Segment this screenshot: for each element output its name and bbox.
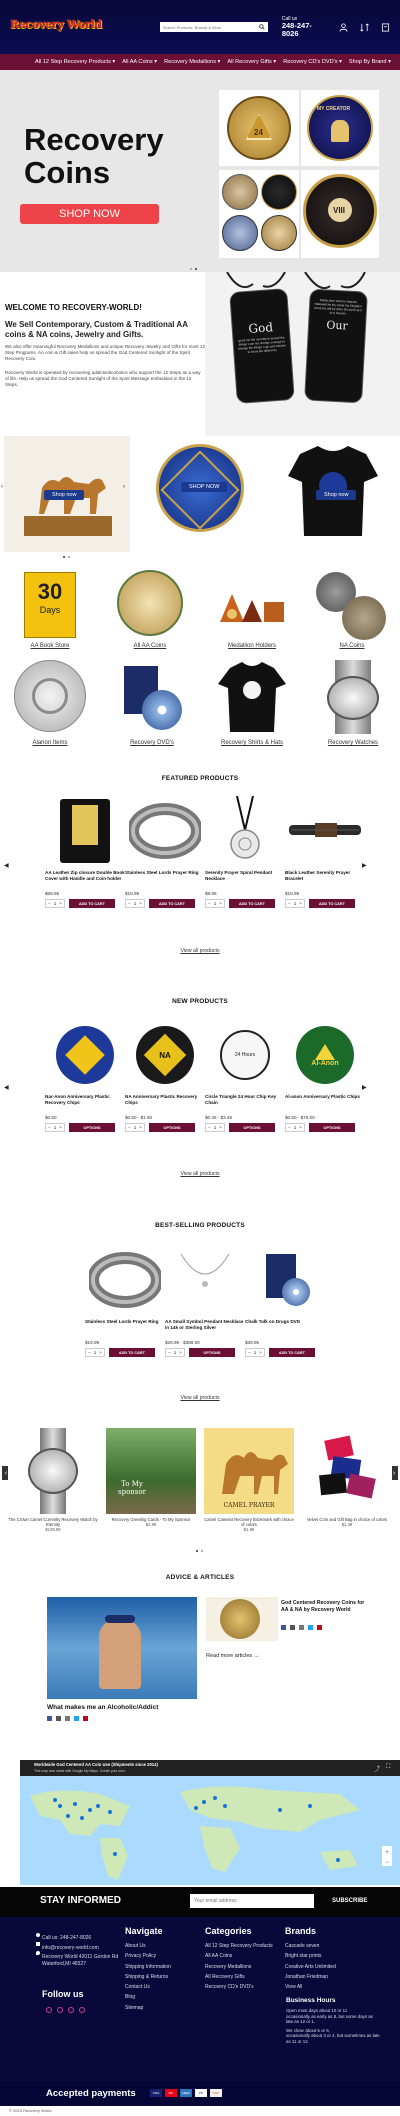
best-selling-view-all-link[interactable]: View all products: [180, 1395, 220, 1401]
category-label: AA Book Store: [30, 643, 70, 649]
article-image-coin[interactable]: [206, 1597, 278, 1641]
quantity-stepper[interactable]: − 1 +: [205, 899, 225, 908]
featured-products-title: FEATURED PRODUCTS: [161, 775, 239, 782]
youtube-icon[interactable]: [68, 2007, 74, 2013]
promo-camel-shop-now[interactable]: Shop now: [44, 490, 84, 500]
product-price: $9.95: [205, 891, 217, 896]
payment-icons: [150, 2089, 222, 2097]
featured-next-arrow[interactable]: ▶: [362, 863, 367, 869]
carousel-next-arrow[interactable]: ›: [390, 1466, 398, 1480]
product-image[interactable]: [165, 1245, 245, 1315]
promo-next-arrow[interactable]: ›: [123, 484, 125, 490]
featured-view-all-link[interactable]: View all products: [180, 948, 220, 954]
new-next-arrow[interactable]: ▶: [362, 1085, 367, 1091]
promo-coin-shop-now[interactable]: SHOP NOW: [181, 482, 227, 492]
site-header: [0, 0, 400, 54]
product-card[interactable]: [45, 796, 125, 908]
product-name[interactable]: Stainless Steel Lords Prayer Ring: [85, 1319, 159, 1324]
brands-heading: Brands: [285, 1926, 317, 1936]
coin-label: VIII: [333, 206, 346, 215]
footer-category-link[interactable]: All AA Coins: [205, 1953, 233, 1960]
quantity-stepper[interactable]: − 1 +: [245, 1348, 265, 1357]
category-label: NA Coins: [339, 643, 365, 649]
quantity-stepper[interactable]: − 1 +: [85, 1348, 105, 1357]
footer-brands: [285, 1941, 336, 1992]
carousel-item-image[interactable]: [302, 1428, 392, 1514]
footer-brand-link[interactable]: Jonathan Friedman: [285, 1973, 329, 1980]
quantity-stepper[interactable]: − 1 +: [125, 899, 145, 908]
category-grid: [0, 560, 400, 760]
category-all-aa-coins[interactable]: [110, 570, 190, 654]
welcome-heading: WELCOME TO RECOVERY-WORLD!: [5, 303, 142, 312]
options-button[interactable]: OPTIONS: [309, 1123, 355, 1132]
carousel-item[interactable]: [106, 1428, 196, 1527]
product-price: $29.95 - $389.00: [165, 1340, 200, 1345]
add-to-cart-button[interactable]: ADD TO CART: [69, 899, 115, 908]
site-footer: [0, 1917, 400, 2082]
footer-contact: [42, 1933, 128, 1968]
coin-image-grid[interactable]: [219, 170, 299, 258]
paypal-icon: PP: [195, 2089, 207, 2097]
product-card[interactable]: [205, 1020, 285, 1132]
footer-contact-icons: [36, 1933, 40, 1955]
article-share-icons: [47, 1716, 88, 1721]
twitter-icon[interactable]: [79, 2007, 85, 2013]
promo-row: [0, 436, 400, 560]
compare-icon[interactable]: [359, 22, 369, 32]
product-card[interactable]: [285, 1020, 365, 1132]
welcome-paragraph-2: Recovery World is operated by recovering addicts/alcoholics who support the 12 Steps as a way of life. Help us spread the God Centered Sunlight of the Spirit Message embedded in the 12 Steps.: [5, 370, 201, 387]
product-name[interactable]: Stainless Steel Lords Prayer Ring: [125, 870, 199, 875]
product-name[interactable]: Black Leather Serenity Prayer Bracelet: [285, 870, 351, 881]
footer-link-contact[interactable]: Contact Us: [125, 1984, 150, 1991]
amex-icon: AMEX: [181, 2091, 191, 2095]
footer-link-sitemap[interactable]: Sitemap: [125, 2004, 144, 2011]
carousel-item-price: $2.99: [145, 1522, 157, 1527]
facebook-icon[interactable]: [281, 1625, 286, 1630]
add-to-cart-button[interactable]: ADD TO CART: [229, 899, 275, 908]
hero-shop-now-button[interactable]: SHOP NOW: [20, 204, 159, 224]
add-to-cart-button[interactable]: ADD TO CART: [109, 1348, 155, 1357]
article-title-coin[interactable]: God Centered Recovery Coins for AA & NA by Recovery World: [281, 1600, 365, 1613]
options-button[interactable]: OPTIONS: [229, 1123, 275, 1132]
pinterest-icon[interactable]: [83, 1716, 88, 1721]
new-prev-arrow[interactable]: ◀: [4, 1085, 9, 1091]
category-medallion-holders[interactable]: [212, 570, 292, 654]
advice-articles-title: ADVICE & ARTICLES: [165, 1574, 235, 1581]
cart-icon[interactable]: [380, 22, 390, 32]
main-nav: [0, 54, 400, 70]
subscribe-button[interactable]: SUBSCRIBE: [332, 1898, 368, 1904]
add-to-cart-button[interactable]: ADD TO CART: [269, 1348, 315, 1357]
coin-image-my-creator[interactable]: [301, 90, 379, 166]
quantity-stepper[interactable]: − 1 +: [45, 899, 65, 908]
carousel-item[interactable]: [204, 1428, 294, 1532]
product-price: $39.95: [245, 1340, 260, 1345]
footer-link-shipping-info[interactable]: Shipping Information: [125, 1963, 171, 1970]
carousel-item-image[interactable]: [8, 1428, 98, 1514]
product-price: $19.99: [285, 891, 300, 896]
nav-item-aa-coins[interactable]: All AA Coins ▾: [122, 59, 158, 65]
product-name[interactable]: Nar-Anon Anniversary Plastic Recovery Chips: [45, 1094, 110, 1105]
category-label: Recovery Shirts & Hats: [220, 740, 284, 746]
location-icon: [36, 1951, 40, 1955]
svg-text:−: −: [385, 1860, 389, 1866]
nav-item-shop-by-brand[interactable]: Shop By Brand ▾: [348, 59, 391, 65]
product-card[interactable]: [45, 1020, 125, 1132]
coin-image-viii[interactable]: [301, 170, 379, 258]
footer-brand-view-all[interactable]: View All: [285, 1984, 303, 1991]
article-image-main[interactable]: [47, 1597, 197, 1699]
mastercard-icon: MC: [165, 2089, 177, 2097]
product-card[interactable]: [205, 796, 285, 908]
product-name[interactable]: Circle Triangle 24 Hour Chip Key Chain: [205, 1094, 277, 1105]
embedded-map[interactable]: [20, 1760, 400, 1885]
carousel-item-price: $1.99: [243, 1527, 255, 1532]
business-hours-text: Open most days about 10 or 11 occasionally as early as 8, but some days as late as 12 or 1. We close about 5 or 6, occasionally about 3 or 4, but sometimes as late as 11 or 12.: [286, 2008, 380, 2044]
promo-camel[interactable]: [4, 436, 130, 552]
promo-blue-coin[interactable]: [134, 436, 266, 552]
product-name[interactable]: Chalk Talk on Drugs DVD: [245, 1319, 301, 1324]
product-card[interactable]: [165, 1245, 245, 1357]
footer-link-blog[interactable]: Blog: [125, 1994, 136, 2001]
carousel-item-name[interactable]: The Crown Camel Currently Recovery Watch by Eternity: [8, 1517, 98, 1527]
nav-item-recovery-products[interactable]: All 12 Step Recovery Products ▾: [35, 59, 116, 65]
phone-icon: [36, 1933, 40, 1937]
serenity-dog-tag: God grant me the serenity to accept the things I can not change courage to change the things I can and wisdom to know the difference: [229, 288, 295, 404]
category-recovery-shirts-hats[interactable]: [212, 660, 292, 752]
footer-category-link[interactable]: Recovery CD's DVD's: [205, 1984, 254, 1991]
carousel-item-image[interactable]: To My sponsor: [106, 1428, 196, 1514]
product-price: $19.99: [125, 891, 140, 896]
category-label: Alanon Items: [32, 740, 68, 746]
product-price: $69.95: [45, 891, 60, 896]
read-more-articles-link[interactable]: Read more articles →: [206, 1653, 260, 1659]
svg-text:+: +: [385, 1850, 389, 1856]
discover-icon: DISC: [210, 2089, 222, 2097]
category-label: Medallion Holders: [227, 643, 277, 649]
newsletter-title: STAY INFORMED: [40, 1895, 121, 1906]
nav-item-gifts[interactable]: All Recovery Gifts ▾: [227, 59, 277, 65]
product-card[interactable]: [285, 796, 365, 908]
coin-image-bronze[interactable]: [219, 90, 299, 166]
carousel-item-image[interactable]: CAMEL PRAYER: [204, 1428, 294, 1514]
article-title-main[interactable]: What makes me an Alcoholic/Addict: [47, 1704, 159, 1711]
nav-item-cds-dvds[interactable]: Recovery CD's DVD's ▾: [283, 59, 342, 65]
carousel-dots[interactable]: [196, 1550, 203, 1552]
dog-tag-image: [205, 272, 400, 436]
visa-icon: VISA: [150, 2089, 162, 2097]
product-name[interactable]: AA Leather Zip closure Double Book Cover with Handle and Coin holder: [45, 870, 125, 881]
instagram-icon[interactable]: [57, 2007, 63, 2013]
quantity-stepper[interactable]: − 1 +: [205, 1123, 225, 1132]
business-hours-heading: Business Hours: [286, 1997, 336, 2004]
facebook-icon[interactable]: [47, 1716, 52, 1721]
account-icon[interactable]: [338, 22, 348, 32]
twitter-icon[interactable]: [308, 1625, 313, 1630]
product-image[interactable]: [245, 1245, 325, 1315]
promo-slider-dots[interactable]: [63, 556, 70, 558]
carousel-item-name[interactable]: Recovery Greeting Cards - To My Sponsor: [111, 1517, 191, 1522]
best-selling-title: BEST-SELLING PRODUCTS: [155, 1222, 245, 1229]
footer-categories: [205, 1941, 273, 1992]
product-image[interactable]: [45, 796, 125, 866]
pinterest-icon[interactable]: [317, 1625, 322, 1630]
product-price: $0.50: [45, 1115, 57, 1120]
copyright: © 2024 Recovery World: [0, 2106, 400, 2116]
product-image[interactable]: Al-Anon: [285, 1020, 365, 1090]
add-to-cart-button[interactable]: ADD TO CART: [149, 899, 195, 908]
product-image[interactable]: [85, 1245, 165, 1315]
nav-item-medallions[interactable]: Recovery Medallions ▾: [164, 59, 221, 65]
product-card[interactable]: [125, 1020, 205, 1132]
hero-slider-dots[interactable]: [190, 268, 197, 270]
category-alanon-items[interactable]: [10, 660, 90, 752]
carousel-item-price: $1.49: [341, 1522, 353, 1527]
category-label: All AA Coins: [133, 643, 167, 649]
newsletter-bar: [0, 1887, 400, 1917]
print-icon[interactable]: [65, 1716, 70, 1721]
product-card[interactable]: [125, 796, 205, 908]
world-map[interactable]: [20, 1776, 400, 1885]
hero-title: Recovery Coins: [24, 122, 164, 190]
product-image[interactable]: [45, 1020, 125, 1090]
footer-link-returns[interactable]: Shipping & Returns: [125, 1973, 169, 1980]
navigate-links: [125, 1941, 171, 2013]
carousel-item-price: $129.99: [45, 1527, 61, 1532]
footer-email[interactable]: info@recovery-world.com: [42, 1945, 99, 1952]
share-icon[interactable]: ⤴: [374, 1767, 381, 1773]
footer-brand-link[interactable]: Cascade seven: [285, 1943, 320, 1949]
product-card[interactable]: [245, 1245, 325, 1357]
lords-prayer-dog-tag: Father,here we'll be Heaven Hallowed be thy name thy Kingdom come thy will be done On earth as it is in heaven Our: [304, 289, 368, 404]
quantity-stepper[interactable]: − 1 +: [165, 1348, 185, 1357]
site-logo[interactable]: Recovery World: [10, 18, 102, 31]
footer-brand-link[interactable]: Bright star prints: [285, 1953, 322, 1960]
mail-icon: [36, 1942, 40, 1946]
promo-prev-arrow[interactable]: ‹: [1, 484, 3, 490]
email-icon[interactable]: [56, 1716, 61, 1721]
search-input[interactable]: [160, 22, 256, 32]
coin-label: 24: [254, 128, 263, 137]
product-image[interactable]: [125, 796, 205, 866]
call-label: Call us: [281, 16, 298, 22]
product-price: $0.50 - $1.50: [125, 1115, 153, 1120]
footer-category-link[interactable]: All 12 Step Recovery Products: [205, 1943, 273, 1949]
twitter-icon[interactable]: [74, 1716, 79, 1721]
email-icon[interactable]: [290, 1625, 295, 1630]
category-label: Recovery Watches: [327, 740, 379, 746]
search-icon[interactable]: [256, 22, 268, 32]
welcome-paragraph-1: We also offer meaningful Recovery Medallions and unique Recovery Jewelry and Gifts for most 12 Step Programs. AA coin & Gift sales help us spread the God Centered Sunlight of the Spirit Recovery Coin.: [5, 344, 206, 361]
coin-label: MY CREATOR: [317, 106, 351, 112]
product-price: $0.50 - $75.00: [285, 1115, 315, 1120]
categories-heading: Categories: [205, 1926, 252, 1936]
options-button[interactable]: OPTIONS: [69, 1123, 115, 1132]
print-icon[interactable]: [299, 1625, 304, 1630]
category-recovery-watches[interactable]: [313, 660, 393, 752]
quantity-stepper[interactable]: − 1 +: [125, 1123, 145, 1132]
product-image[interactable]: 24 Hours: [205, 1020, 285, 1090]
footer-link-privacy[interactable]: Privacy Policy: [125, 1953, 157, 1960]
carousel-item-name[interactable]: Velvet Coin and Gift Bag in choice of colors: [306, 1517, 388, 1522]
product-image[interactable]: [205, 796, 285, 866]
hero-banner: [0, 70, 400, 272]
featured-prev-arrow[interactable]: ◀: [4, 863, 9, 869]
category-na-coins[interactable]: [312, 570, 392, 654]
product-image[interactable]: [285, 796, 365, 866]
quantity-stepper[interactable]: − 1 +: [45, 1123, 65, 1132]
carousel-item[interactable]: [8, 1428, 98, 1532]
new-view-all-link[interactable]: View all products: [180, 1171, 220, 1177]
product-name[interactable]: NA Anniversary Plastic Recovery Chips: [125, 1094, 198, 1105]
category-aa-book-store[interactable]: 30 Days AA Book Store: [14, 570, 86, 654]
footer-category-link[interactable]: Recovery Medallions: [205, 1963, 252, 1970]
footer-link-about-us[interactable]: About Us: [125, 1943, 146, 1949]
category-recovery-dvds[interactable]: [112, 660, 192, 752]
welcome-subheading: We Sell Contemporary, Custom & Traditional AA coins & NA coins, Jewelry and Gifts.: [5, 320, 188, 339]
map-title[interactable]: Worldwide God Centered AA Coin Use (Shipments since 2014): [34, 1762, 158, 1767]
fullscreen-icon[interactable]: ⛶: [386, 1764, 391, 1770]
product-name[interactable]: Serenity Prayer Spiral Pendant Necklace: [205, 870, 273, 881]
facebook-icon[interactable]: [46, 2007, 52, 2013]
footer-category-link[interactable]: All Recovery Gifts: [205, 1973, 245, 1980]
footer-phone[interactable]: Call us: 248-247-8026: [42, 1935, 92, 1941]
article-share-icons: [281, 1625, 322, 1630]
accepted-payments-title: Accepted payments: [46, 2088, 136, 2099]
social-icons: [46, 2007, 85, 2013]
search-bar: [160, 22, 268, 32]
footer-brand-link[interactable]: Creative Arts Unlimited: [285, 1963, 336, 1970]
carousel-prev-arrow[interactable]: ‹: [2, 1466, 10, 1480]
category-label: Recovery DVD's: [130, 740, 174, 746]
options-button[interactable]: OPTIONS: [149, 1123, 195, 1132]
product-image[interactable]: NA: [125, 1020, 205, 1090]
product-card[interactable]: [85, 1245, 165, 1357]
phone-number: 248-247-8026: [281, 21, 312, 38]
call-us[interactable]: [282, 17, 321, 37]
navigate-heading: Navigate: [125, 1926, 163, 1936]
product-price: $19.99: [85, 1340, 100, 1345]
map-header: [20, 1760, 400, 1776]
map-subtitle: This map was made with Google My Maps. Create your own.: [34, 1769, 126, 1773]
promo-tshirt[interactable]: [270, 436, 396, 552]
promo-tshirt-shop-now[interactable]: Shop now: [316, 490, 356, 500]
quantity-stepper[interactable]: − 1 +: [285, 1123, 305, 1132]
carousel-item-name[interactable]: Camel Camelot Recovery Bookmark with choice of colors: [204, 1517, 294, 1527]
accepted-payments-bar: [0, 2082, 400, 2106]
product-carousel: [0, 1424, 400, 1554]
product-name[interactable]: Al-anon Anniversary Plastic Chips: [285, 1094, 360, 1099]
options-button[interactable]: OPTIONS: [189, 1348, 235, 1357]
new-products-title: NEW PRODUCTS: [172, 998, 228, 1005]
quantity-stepper[interactable]: − 1 +: [285, 899, 305, 908]
carousel-item[interactable]: [302, 1428, 392, 1527]
newsletter-email-input[interactable]: [190, 1894, 314, 1908]
follow-us-heading: Follow us: [42, 1989, 84, 1999]
add-to-cart-button[interactable]: ADD TO CART: [309, 899, 355, 908]
product-name[interactable]: AA Small Symbol Pendant Necklace in 14k or Sterling Silver: [165, 1319, 244, 1330]
footer-address: Recovery World 42011 Gordon Rd Waterford,MI 48327: [42, 1953, 119, 1967]
product-price: $0.45 - $3.45: [205, 1115, 233, 1120]
welcome-section: [0, 272, 400, 436]
